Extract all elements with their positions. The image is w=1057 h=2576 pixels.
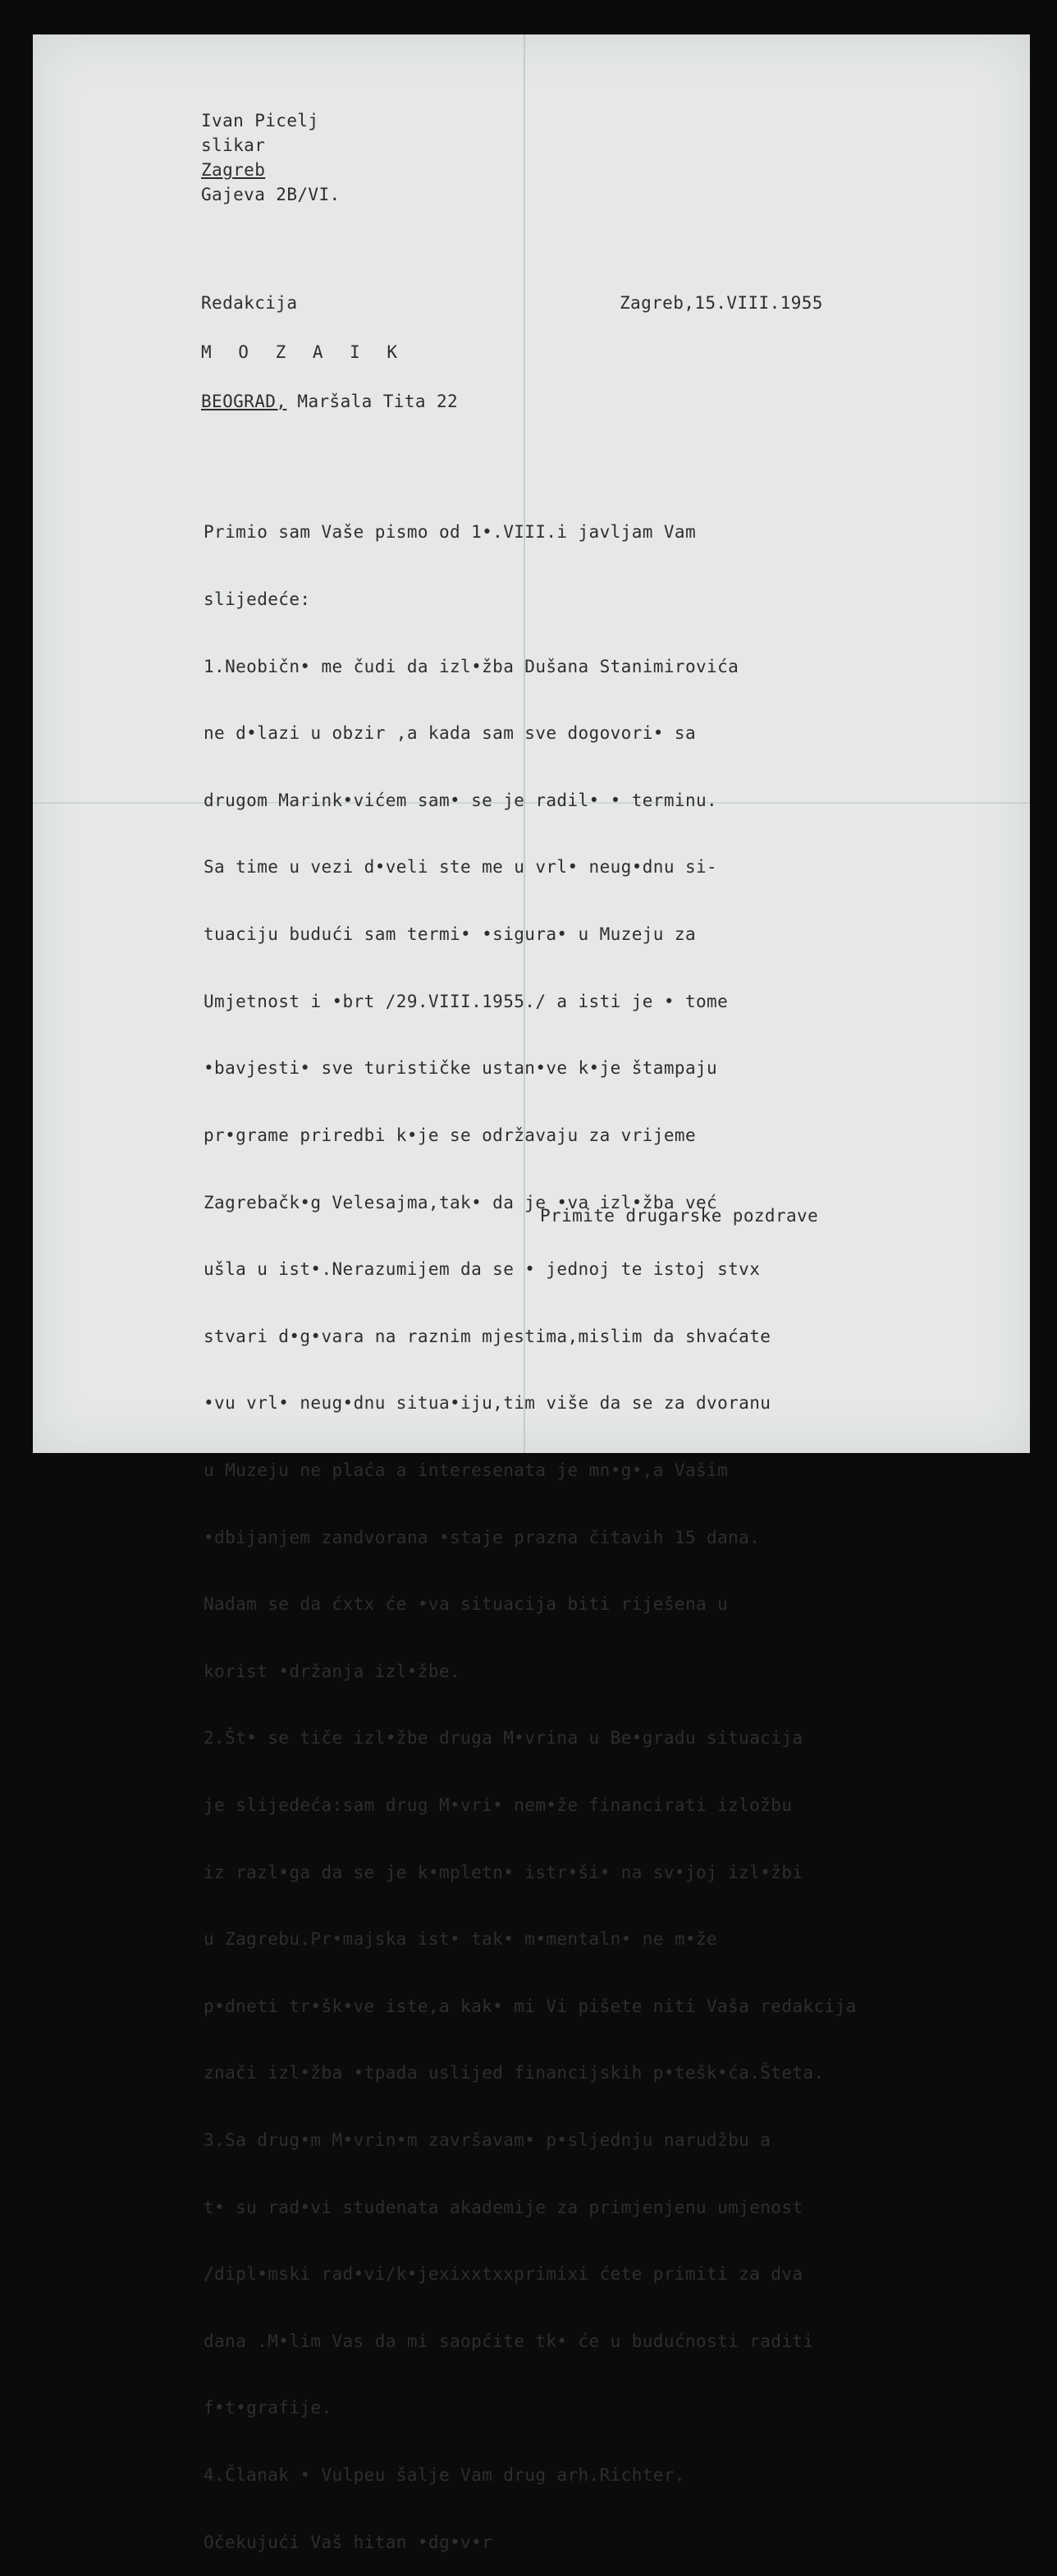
body-line: u Zagrebu.Pr•majska ist• tak• m•mentaln• ne m•že xyxy=(204,1929,718,1950)
body-line: ne d•lazi u obzir ,a kada sam sve dogovori• sa xyxy=(204,723,696,744)
body-line: u Muzeju ne plaća a interesenata je mn•g•,a Vašim xyxy=(204,1460,729,1480)
body-line: 2.Št• se tiče izl•žbe druga M•vrina u Be•gradu situacija xyxy=(204,1728,803,1749)
body-line: •dbijanjem zandvorana •staje prazna čitavih 15 dana. xyxy=(204,1527,761,1547)
recipient-address xyxy=(201,391,458,413)
sender-name: Ivan Picelj xyxy=(201,111,319,131)
sender-block xyxy=(201,108,341,207)
sender-address: Gajeva 2B/VI. xyxy=(201,185,341,204)
sender-profession: slikar xyxy=(201,135,266,155)
body-line: je slijedeća:sam drug M•vri• nem•že financirati izložbu xyxy=(204,1794,793,1815)
letter-date: Zagreb,15.VIII.1955 xyxy=(620,293,823,313)
body-line: Sa time u vezi d•veli ste me u vrl• neug•dnu si- xyxy=(204,857,718,878)
sender-city: Zagreb xyxy=(201,160,266,180)
body-line: Zagrebačk•g Velesajma,tak• da je •va izl•žba već xyxy=(204,1192,718,1212)
body-line: dana .M•lim Vas da mi saopćite tk• će u budućnosti raditi xyxy=(204,2331,814,2351)
body-line: pr•grame priredbi k•je se održavaju za vrijeme xyxy=(204,1125,696,1145)
body-line: iz razl•ga da se je k•mpletn• istr•ši• na sv•joj izl•žbi xyxy=(204,1862,803,1882)
body-line: Primio sam Vaše pismo od 1•.VIII.i javljam Vam xyxy=(204,522,696,543)
body-line: slijedeće: xyxy=(204,589,311,610)
body-line: Očekujući Vaš hitan •dg•v•r xyxy=(204,2532,493,2552)
body-line: tuaciju budući sam termi• •sigura• u Muzeju za xyxy=(204,924,696,945)
body-line: stvari d•g•vara na raznim mjestima,mislim da shvaćate xyxy=(204,1326,771,1346)
body-line: znači izl•žba •tpada uslijed financijskih p•tešk•ća.Šteta. xyxy=(204,2063,825,2083)
body-line: korist •držanja izl•žbe. xyxy=(204,1661,461,1681)
recipient-city: BEOGRAD, xyxy=(201,392,287,411)
body-line: Nadam se da ćxtx će •va situacija biti riješena u xyxy=(204,1594,729,1615)
body-line: 1.Neobičn• me čudi da izl•žba Dušana Stanimirovića xyxy=(204,656,739,676)
body-line: •bavjesti• sve turističke ustan•ve k•je štampaju xyxy=(204,1058,718,1079)
body-line: 3.Sa drug•m M•vrin•m završavam• p•sljednju narudžbu a xyxy=(204,2130,771,2151)
closing-greeting: Primite drugarske pozdrave xyxy=(540,1206,819,1226)
body-line: t• su rad•vi studenata akademije za primjenjenu umjenost xyxy=(204,2197,803,2217)
body-line: Umjetnost i •brt /29.VIII.1955./ a isti je • tome xyxy=(204,991,729,1011)
body-line: •vu vrl• neug•dnu situa•iju,tim više da se za dvoranu xyxy=(204,1393,771,1414)
recipient-magazine: M O Z A I K xyxy=(201,342,406,362)
body-line: 4.Članak • Vulpeu šalje Vam drug arh.Richter. xyxy=(204,2465,685,2486)
recipient-line1: Redakcija xyxy=(201,293,298,313)
body-line: drugom Marink•vićem sam• se je radil• • terminu. xyxy=(204,790,718,810)
recipient-street: Maršala Tita 22 xyxy=(286,392,459,411)
body-line: p•dneti tr•šk•ve iste,a kak• mi Vi pišete niti Vaša redakcija xyxy=(204,1996,857,2016)
body-line: ušla u ist•.Nerazumijem da se • jednoj te istoj stvx xyxy=(204,1259,761,1280)
body-line: /dipl•mski rad•vi/k•jexixxtxxprimixi ćete primiti za dva xyxy=(204,2264,803,2285)
letter-body xyxy=(204,477,857,2576)
body-line: f•t•grafije. xyxy=(204,2398,332,2418)
